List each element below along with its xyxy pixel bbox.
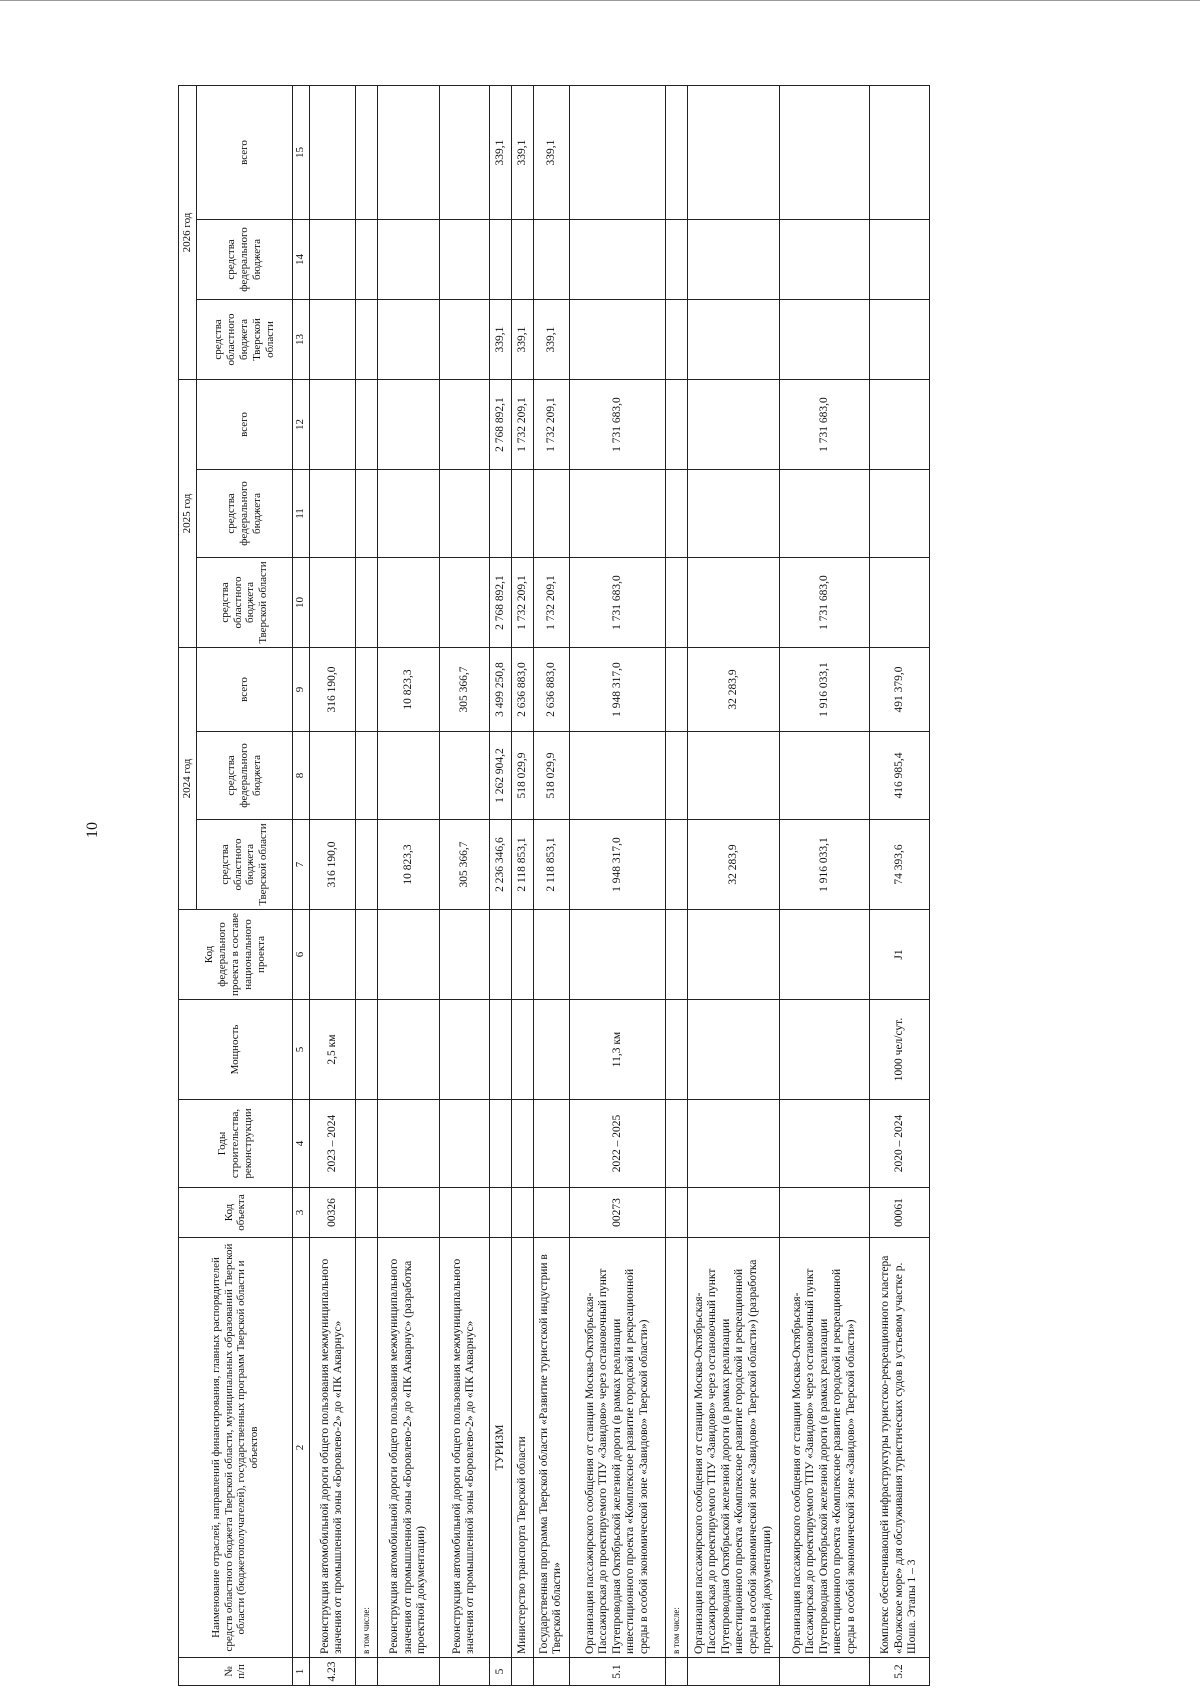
value-cell	[569, 910, 665, 1000]
value-cell: 518 029,9	[511, 732, 533, 820]
value-cell	[439, 1000, 489, 1100]
column-number-cell: 4	[292, 1100, 309, 1188]
value-cell: 1 948 317,0	[569, 648, 665, 732]
row-number-cell	[687, 1658, 779, 1686]
value-cell: 1 731 683,0	[569, 558, 665, 648]
column-number-cell: 5	[292, 1000, 309, 1100]
table-row	[377, 86, 439, 1686]
column-number-cell: 7	[292, 820, 309, 910]
value-cell: 316 190,0	[309, 648, 355, 732]
value-cell	[687, 732, 779, 820]
column-number-row	[292, 86, 309, 1686]
value-cell	[377, 558, 439, 648]
header-year-2025: 2025 год	[179, 380, 197, 648]
header-num: № п/п	[179, 1658, 293, 1686]
row-name-cell: ТУРИЗМ	[489, 1238, 511, 1658]
value-cell	[511, 1000, 533, 1100]
value-cell	[355, 220, 377, 300]
value-cell	[439, 380, 489, 470]
value-cell	[511, 910, 533, 1000]
value-cell: 339,1	[511, 86, 533, 220]
value-cell	[309, 470, 355, 558]
value-cell: 10 823,3	[377, 648, 439, 732]
value-cell	[489, 220, 511, 300]
value-cell	[569, 86, 665, 220]
value-cell	[869, 470, 929, 558]
sub-regional-2025: средства областного бюджета Тверской области	[196, 558, 292, 648]
value-cell	[533, 470, 569, 558]
value-cell	[439, 300, 489, 380]
value-cell: 1 948 317,0	[569, 820, 665, 910]
value-cell: 1 731 683,0	[569, 380, 665, 470]
row-number-cell	[779, 1658, 869, 1686]
value-cell	[355, 1188, 377, 1238]
column-number-cell: 12	[292, 380, 309, 470]
column-number-cell: 13	[292, 300, 309, 380]
value-cell: 74 393,6	[869, 820, 929, 910]
value-cell	[511, 470, 533, 558]
value-cell	[309, 300, 355, 380]
value-cell	[779, 910, 869, 1000]
table-body	[292, 86, 929, 1686]
value-cell	[489, 1000, 511, 1100]
value-cell	[687, 380, 779, 470]
sub-federal-2025: средства федерального бюджета	[196, 470, 292, 558]
row-number-cell: 5.2	[869, 1658, 929, 1686]
table-row	[569, 86, 665, 1686]
value-cell: 1 731 683,0	[779, 558, 869, 648]
table-row	[511, 86, 533, 1686]
value-cell: 305 366,7	[439, 820, 489, 910]
value-cell	[377, 1100, 439, 1188]
value-cell	[687, 1188, 779, 1238]
value-cell	[665, 1100, 687, 1188]
value-cell	[377, 86, 439, 220]
row-number-cell	[511, 1658, 533, 1686]
value-cell	[355, 732, 377, 820]
value-cell	[779, 732, 869, 820]
column-number-cell: 1	[292, 1658, 309, 1686]
header-capacity: Мощность	[179, 1000, 293, 1100]
value-cell	[511, 1100, 533, 1188]
value-cell	[355, 558, 377, 648]
table-row	[779, 86, 869, 1686]
value-cell	[355, 300, 377, 380]
column-number-cell: 3	[292, 1188, 309, 1238]
row-number-cell	[377, 1658, 439, 1686]
value-cell	[489, 470, 511, 558]
row-name-cell: Реконструкция автомобильной дороги общего пользования межмуниципального значения от промышленной зоны «Боровлево-2» до «ПК Акварнус»	[439, 1238, 489, 1658]
value-cell	[439, 470, 489, 558]
value-cell: 518 029,9	[533, 732, 569, 820]
sub-total-2024: всего	[196, 648, 292, 732]
table-row	[869, 86, 929, 1686]
table-row	[355, 86, 377, 1686]
value-cell	[869, 300, 929, 380]
value-cell: 316 190,0	[309, 820, 355, 910]
column-number-cell: 6	[292, 910, 309, 1000]
scan-edge-line	[0, 0, 1200, 1]
row-number-cell: 4.23	[309, 1658, 355, 1686]
value-cell: 2 118 853,1	[511, 820, 533, 910]
value-cell	[377, 910, 439, 1000]
value-cell: 32 283,9	[687, 820, 779, 910]
header-fed-project: Код федерального проекта в составе национального проекта	[179, 910, 293, 1000]
value-cell	[309, 732, 355, 820]
row-number-cell	[665, 1658, 687, 1686]
value-cell	[687, 1000, 779, 1100]
sub-total-2026: всего	[196, 86, 292, 220]
value-cell	[511, 1188, 533, 1238]
value-cell	[779, 1188, 869, 1238]
value-cell: 2 118 853,1	[533, 820, 569, 910]
value-cell	[569, 732, 665, 820]
value-cell	[665, 300, 687, 380]
value-cell	[869, 86, 929, 220]
value-cell	[687, 300, 779, 380]
value-cell: 1 732 209,1	[511, 558, 533, 648]
header-code: Код объекта	[179, 1188, 293, 1238]
value-cell	[665, 1188, 687, 1238]
value-cell	[779, 1100, 869, 1188]
value-cell	[869, 220, 929, 300]
value-cell	[533, 1100, 569, 1188]
header-year-2026: 2026 год	[179, 86, 197, 380]
value-cell: 2,5 км	[309, 1000, 355, 1100]
value-cell: 00273	[569, 1188, 665, 1238]
value-cell	[489, 1188, 511, 1238]
column-number-cell: 2	[292, 1238, 309, 1658]
value-cell: 3 499 250,8	[489, 648, 511, 732]
header-year-2024: 2024 год	[179, 648, 197, 910]
value-cell: 339,1	[533, 300, 569, 380]
value-cell: 339,1	[511, 300, 533, 380]
value-cell	[439, 910, 489, 1000]
value-cell	[355, 470, 377, 558]
value-cell: 2 768 892,1	[489, 558, 511, 648]
value-cell	[511, 220, 533, 300]
value-cell	[439, 86, 489, 220]
table-row	[665, 86, 687, 1686]
table-row	[533, 86, 569, 1686]
value-cell	[439, 732, 489, 820]
value-cell	[355, 820, 377, 910]
value-cell	[355, 648, 377, 732]
value-cell	[665, 820, 687, 910]
value-cell	[779, 470, 869, 558]
value-cell	[355, 1100, 377, 1188]
table-row	[439, 86, 489, 1686]
header-name: Наименование отраслей, направлений финансирования, главных распорядителей средств областного бюджета Тверской области, муниципальных образований Тверской области (бюджетополучателей), государственных программ Тверской области и объектов	[179, 1238, 293, 1658]
value-cell	[489, 910, 511, 1000]
value-cell	[377, 470, 439, 558]
value-cell	[569, 220, 665, 300]
value-cell: 2 636 883,0	[511, 648, 533, 732]
row-name-cell: Организация пассажирского сообщения от станции Москва-Октябрьская-Пассажирская до проектируемого ТПУ «Завидово» через остановочный пункт Путепроводная Октябрьской железной дороги (в рамках реализации инвестиционного проекта «Комплексное развитие городской и рекреационной среды в особой экономической зоне «Завидово» Тверской области»)	[569, 1238, 665, 1658]
value-cell	[687, 220, 779, 300]
value-cell	[665, 470, 687, 558]
sub-federal-2024: средства федерального бюджета	[196, 732, 292, 820]
row-name-cell: Организация пассажирского сообщения от станции Москва-Октябрьская-Пассажирская до проектируемого ТПУ «Завидово» через остановочный пункт Путепроводная Октябрьской железной дороги (в рамках реализации инвестиционного проекта «Комплексное развитие городской и рекреационной среды в особой экономической зоне «Завидово» Тверской области»)	[779, 1238, 869, 1658]
value-cell: 1 916 033,1	[779, 820, 869, 910]
row-name-cell: Организация пассажирского сообщения от станции Москва-Октябрьская-Пассажирская до проектируемого ТПУ «Завидово» через остановочный пункт Путепроводная Октябрьской железной дороги (в рамках реализации инвестиционного проекта «Комплексное развитие городской и рекреационной среды в особой экономической зоне «Завидово» Тверской области») (разработка проектной документации)	[687, 1238, 779, 1658]
value-cell: 2 768 892,1	[489, 380, 511, 470]
sub-regional-2026: средства областного бюджета Тверской области	[196, 300, 292, 380]
value-cell	[377, 732, 439, 820]
column-number-cell: 8	[292, 732, 309, 820]
value-cell	[533, 910, 569, 1000]
value-cell: 1 731 683,0	[779, 380, 869, 470]
value-cell	[665, 380, 687, 470]
value-cell	[665, 220, 687, 300]
row-name-cell: в том числе:	[355, 1238, 377, 1658]
value-cell: 2020 – 2024	[869, 1100, 929, 1188]
value-cell	[687, 1100, 779, 1188]
value-cell	[309, 220, 355, 300]
row-name-cell: Министерство транспорта Тверской области	[511, 1238, 533, 1658]
value-cell	[355, 86, 377, 220]
value-cell	[665, 648, 687, 732]
value-cell	[569, 470, 665, 558]
value-cell	[533, 220, 569, 300]
value-cell	[377, 380, 439, 470]
value-cell: 1 916 033,1	[779, 648, 869, 732]
header-years: Годы строительства, реконструкции	[179, 1100, 293, 1188]
value-cell	[687, 910, 779, 1000]
value-cell	[309, 86, 355, 220]
value-cell	[687, 558, 779, 648]
budget-table	[178, 85, 930, 1686]
value-cell: J1	[869, 910, 929, 1000]
value-cell	[355, 910, 377, 1000]
row-number-cell: 5	[489, 1658, 511, 1686]
row-number-cell	[533, 1658, 569, 1686]
value-cell: 2023 – 2024	[309, 1100, 355, 1188]
value-cell	[439, 220, 489, 300]
value-cell: 2022 – 2025	[569, 1100, 665, 1188]
value-cell: 2 636 883,0	[533, 648, 569, 732]
sub-federal-2026: средства федерального бюджета	[196, 220, 292, 300]
value-cell	[665, 558, 687, 648]
column-number-cell: 10	[292, 558, 309, 648]
row-name-cell: Реконструкция автомобильной дороги общего пользования межмуниципального значения от промышленной зоны «Боровлево-2» до «ПК Акварнус»	[309, 1238, 355, 1658]
value-cell: 1 732 209,1	[533, 380, 569, 470]
value-cell	[869, 380, 929, 470]
table-row	[489, 86, 511, 1686]
column-number-cell: 9	[292, 648, 309, 732]
value-cell	[377, 220, 439, 300]
value-cell	[439, 1188, 489, 1238]
value-cell: 11,3 км	[569, 1000, 665, 1100]
row-name-cell: Государственная программа Тверской области «Развитие туристской индустрии в Тверской области»	[533, 1238, 569, 1658]
row-number-cell: 5.1	[569, 1658, 665, 1686]
table-row	[687, 86, 779, 1686]
value-cell	[665, 910, 687, 1000]
value-cell: 1 732 209,1	[511, 380, 533, 470]
value-cell	[489, 1100, 511, 1188]
value-cell	[439, 1100, 489, 1188]
value-cell	[665, 1000, 687, 1100]
value-cell: 00061	[869, 1188, 929, 1238]
row-name-cell: в том числе:	[665, 1238, 687, 1658]
sub-regional-2024: средства областного бюджета Тверской области	[196, 820, 292, 910]
value-cell	[779, 220, 869, 300]
row-number-cell	[355, 1658, 377, 1686]
value-cell	[665, 86, 687, 220]
value-cell: 491 379,0	[869, 648, 929, 732]
value-cell	[355, 380, 377, 470]
value-cell	[665, 732, 687, 820]
table-row	[309, 86, 355, 1686]
value-cell	[355, 1000, 377, 1100]
value-cell: 10 823,3	[377, 820, 439, 910]
row-name-cell: Реконструкция автомобильной дороги общего пользования межмуниципального значения от промышленной зоны «Боровлево-2» до «ПК Акварнус» (разработка проектной документации)	[377, 1238, 439, 1658]
value-cell	[439, 558, 489, 648]
value-cell	[687, 86, 779, 220]
value-cell: 339,1	[533, 86, 569, 220]
value-cell	[779, 300, 869, 380]
value-cell	[779, 86, 869, 220]
value-cell: 00326	[309, 1188, 355, 1238]
value-cell: 339,1	[489, 86, 511, 220]
value-cell: 1 262 904,2	[489, 732, 511, 820]
value-cell	[377, 300, 439, 380]
column-number-cell: 14	[292, 220, 309, 300]
value-cell	[569, 300, 665, 380]
value-cell	[309, 380, 355, 470]
column-number-cell: 11	[292, 470, 309, 558]
rotated-page	[178, 86, 1198, 1686]
value-cell	[869, 558, 929, 648]
column-number-cell: 15	[292, 86, 309, 220]
row-name-cell: Комплекс обеспечивающей инфраструктуры туристско-рекреационного кластера «Волжское море» для обслуживания туристических судов в устьевом участке р. Шоша. Этапы 1 – 3	[869, 1238, 929, 1658]
value-cell	[533, 1000, 569, 1100]
value-cell: 2 236 346,6	[489, 820, 511, 910]
value-cell	[377, 1000, 439, 1100]
value-cell: 416 985,4	[869, 732, 929, 820]
value-cell: 32 283,9	[687, 648, 779, 732]
value-cell	[309, 910, 355, 1000]
value-cell	[779, 1000, 869, 1100]
row-number-cell	[439, 1658, 489, 1686]
value-cell: 1 732 209,1	[533, 558, 569, 648]
value-cell: 1000 чел/сут.	[869, 1000, 929, 1100]
value-cell	[687, 470, 779, 558]
value-cell	[309, 558, 355, 648]
page-number: 10	[84, 822, 101, 838]
value-cell	[533, 1188, 569, 1238]
value-cell: 339,1	[489, 300, 511, 380]
sub-total-2025: всего	[196, 380, 292, 470]
value-cell: 305 366,7	[439, 648, 489, 732]
value-cell	[377, 1188, 439, 1238]
